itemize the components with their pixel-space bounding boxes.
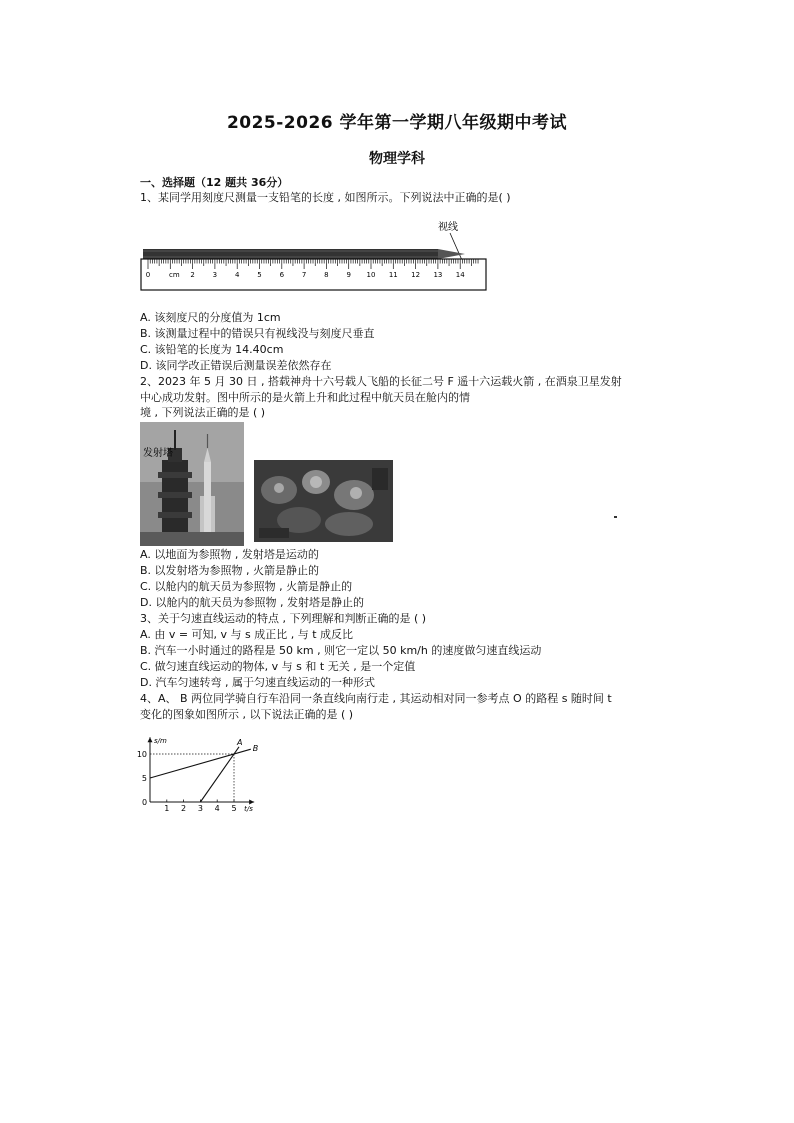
y-axis-label: s/m [154,737,167,746]
ruler-number: 6 [279,271,285,279]
x-tick-label: 5 [231,804,237,813]
ruler-number: 7 [301,271,307,279]
x-tick-label: 2 [181,804,187,813]
question-4-stem-line-2: 变化的图象如图所示 , 以下说法正确的是 ( ) [140,708,354,721]
ruler-number: 10 [366,271,376,279]
pencil-body [143,249,438,259]
question-2-stem-line-3: 境 , 下列说法正确的是 ( ) [140,406,266,419]
q1-option-b: B. 该测量过程中的错误只有视线没与刻度尺垂直 [140,327,375,340]
q3-option-a: A. 由 v = 可知, v 与 s 成正比 , 与 t 成反比 [140,628,354,641]
s-t-graph [138,724,288,824]
q2-option-d: D. 以舱内的航天员为参照物 , 发射塔是静止的 [140,596,364,609]
ruler-pencil-figure [135,215,495,295]
q2-option-a: A. 以地面为参照物 , 发射塔是运动的 [140,548,319,561]
question-1-stem: 1、某同学用刻度尺测量一支铅笔的长度 , 如图所示。下列说法中正确的是( ) [140,191,511,204]
scan-speck [614,516,617,518]
question-2-stem-line-1: 2、2023 年 5 月 30 日 , 搭载神舟十六号载人飞船的长征二号 F 遥十六运载火箭 , 在酒泉卫星发射 [140,375,622,388]
x-tick-label: 3 [197,804,203,813]
exam-subject: 物理学科 [369,151,425,167]
series-label-b: B [252,744,259,754]
x-tick-label: 1 [164,804,170,813]
q3-option-c: C. 做匀速直线运动的物体, v 与 s 和 t 无关 , 是一个定值 [140,660,416,673]
q1-option-c: C. 该铅笔的长度为 14.40cm [140,343,284,356]
launch-tower-photo [140,422,244,546]
section-heading: 一、选择题（12 题共 36分） [140,176,289,189]
sight-line-label: 视线 [438,222,458,233]
exam-title: 2025-2026 学年第一学期八年级期中考试 [226,113,568,133]
ruler-number: 0 [145,271,151,279]
series-label-a: A [237,737,243,747]
ruler-number: 13 [433,271,443,279]
question-2-stem-line-2: 中心成功发射。图中所示的是火箭上升和此过程中航天员在舱内的情 [140,391,470,404]
ruler-unit-label: cm [169,271,180,279]
series-line-b [150,749,251,778]
question-3-stem: 3、关于匀速直线运动的特点 , 下列理解和判断正确的是 ( ) [140,612,427,625]
x-axis-arrow [249,800,254,805]
origin-label: 0 [142,798,148,807]
x-tick-label: 4 [214,804,220,813]
ruler-number: 8 [324,271,329,279]
q3-option-b: B. 汽车一小时通过的路程是 50 km , 则它一定以 50 km/h 的速度做匀速直线运动 [140,644,542,657]
ruler-number: 12 [411,271,421,279]
ruler-number: 3 [212,271,218,279]
q1-option-d: D. 该同学改正错误后测量误差依然存在 [140,359,332,372]
q2-option-b: B. 以发射塔为参照物 , 火箭是静止的 [140,564,320,577]
ruler-number: 14 [455,271,465,279]
y-axis-arrow [148,737,153,742]
q2-option-c: C. 以舱内的航天员为参照物 , 火箭是静止的 [140,580,353,593]
y-tick-label: 10 [136,750,147,759]
series-line-a [200,747,239,802]
astronauts-cabin-photo [254,460,393,542]
x-axis-label: t/s [244,805,253,813]
question-4-stem-line-1: 4、A、 B 两位同学骑自行车沿同一条直线向南行走 , 其运动相对同一参考点 O 的路程 s 随时间 t [140,692,612,705]
q1-option-a: A. 该刻度尺的分度值为 1cm [140,311,281,324]
q3-option-d: D. 汽车匀速转弯 , 属于匀速直线运动的一种形式 [140,676,375,689]
ruler-number: 4 [234,271,240,279]
ruler-numbers [146,271,465,279]
y-tick-label: 5 [141,774,147,783]
ruler-number: 9 [346,271,351,279]
ruler-number: 11 [388,271,398,279]
ruler-number: 5 [257,271,262,279]
ruler-number: 2 [190,271,195,279]
launch-tower-label: 发射塔 [143,448,173,459]
